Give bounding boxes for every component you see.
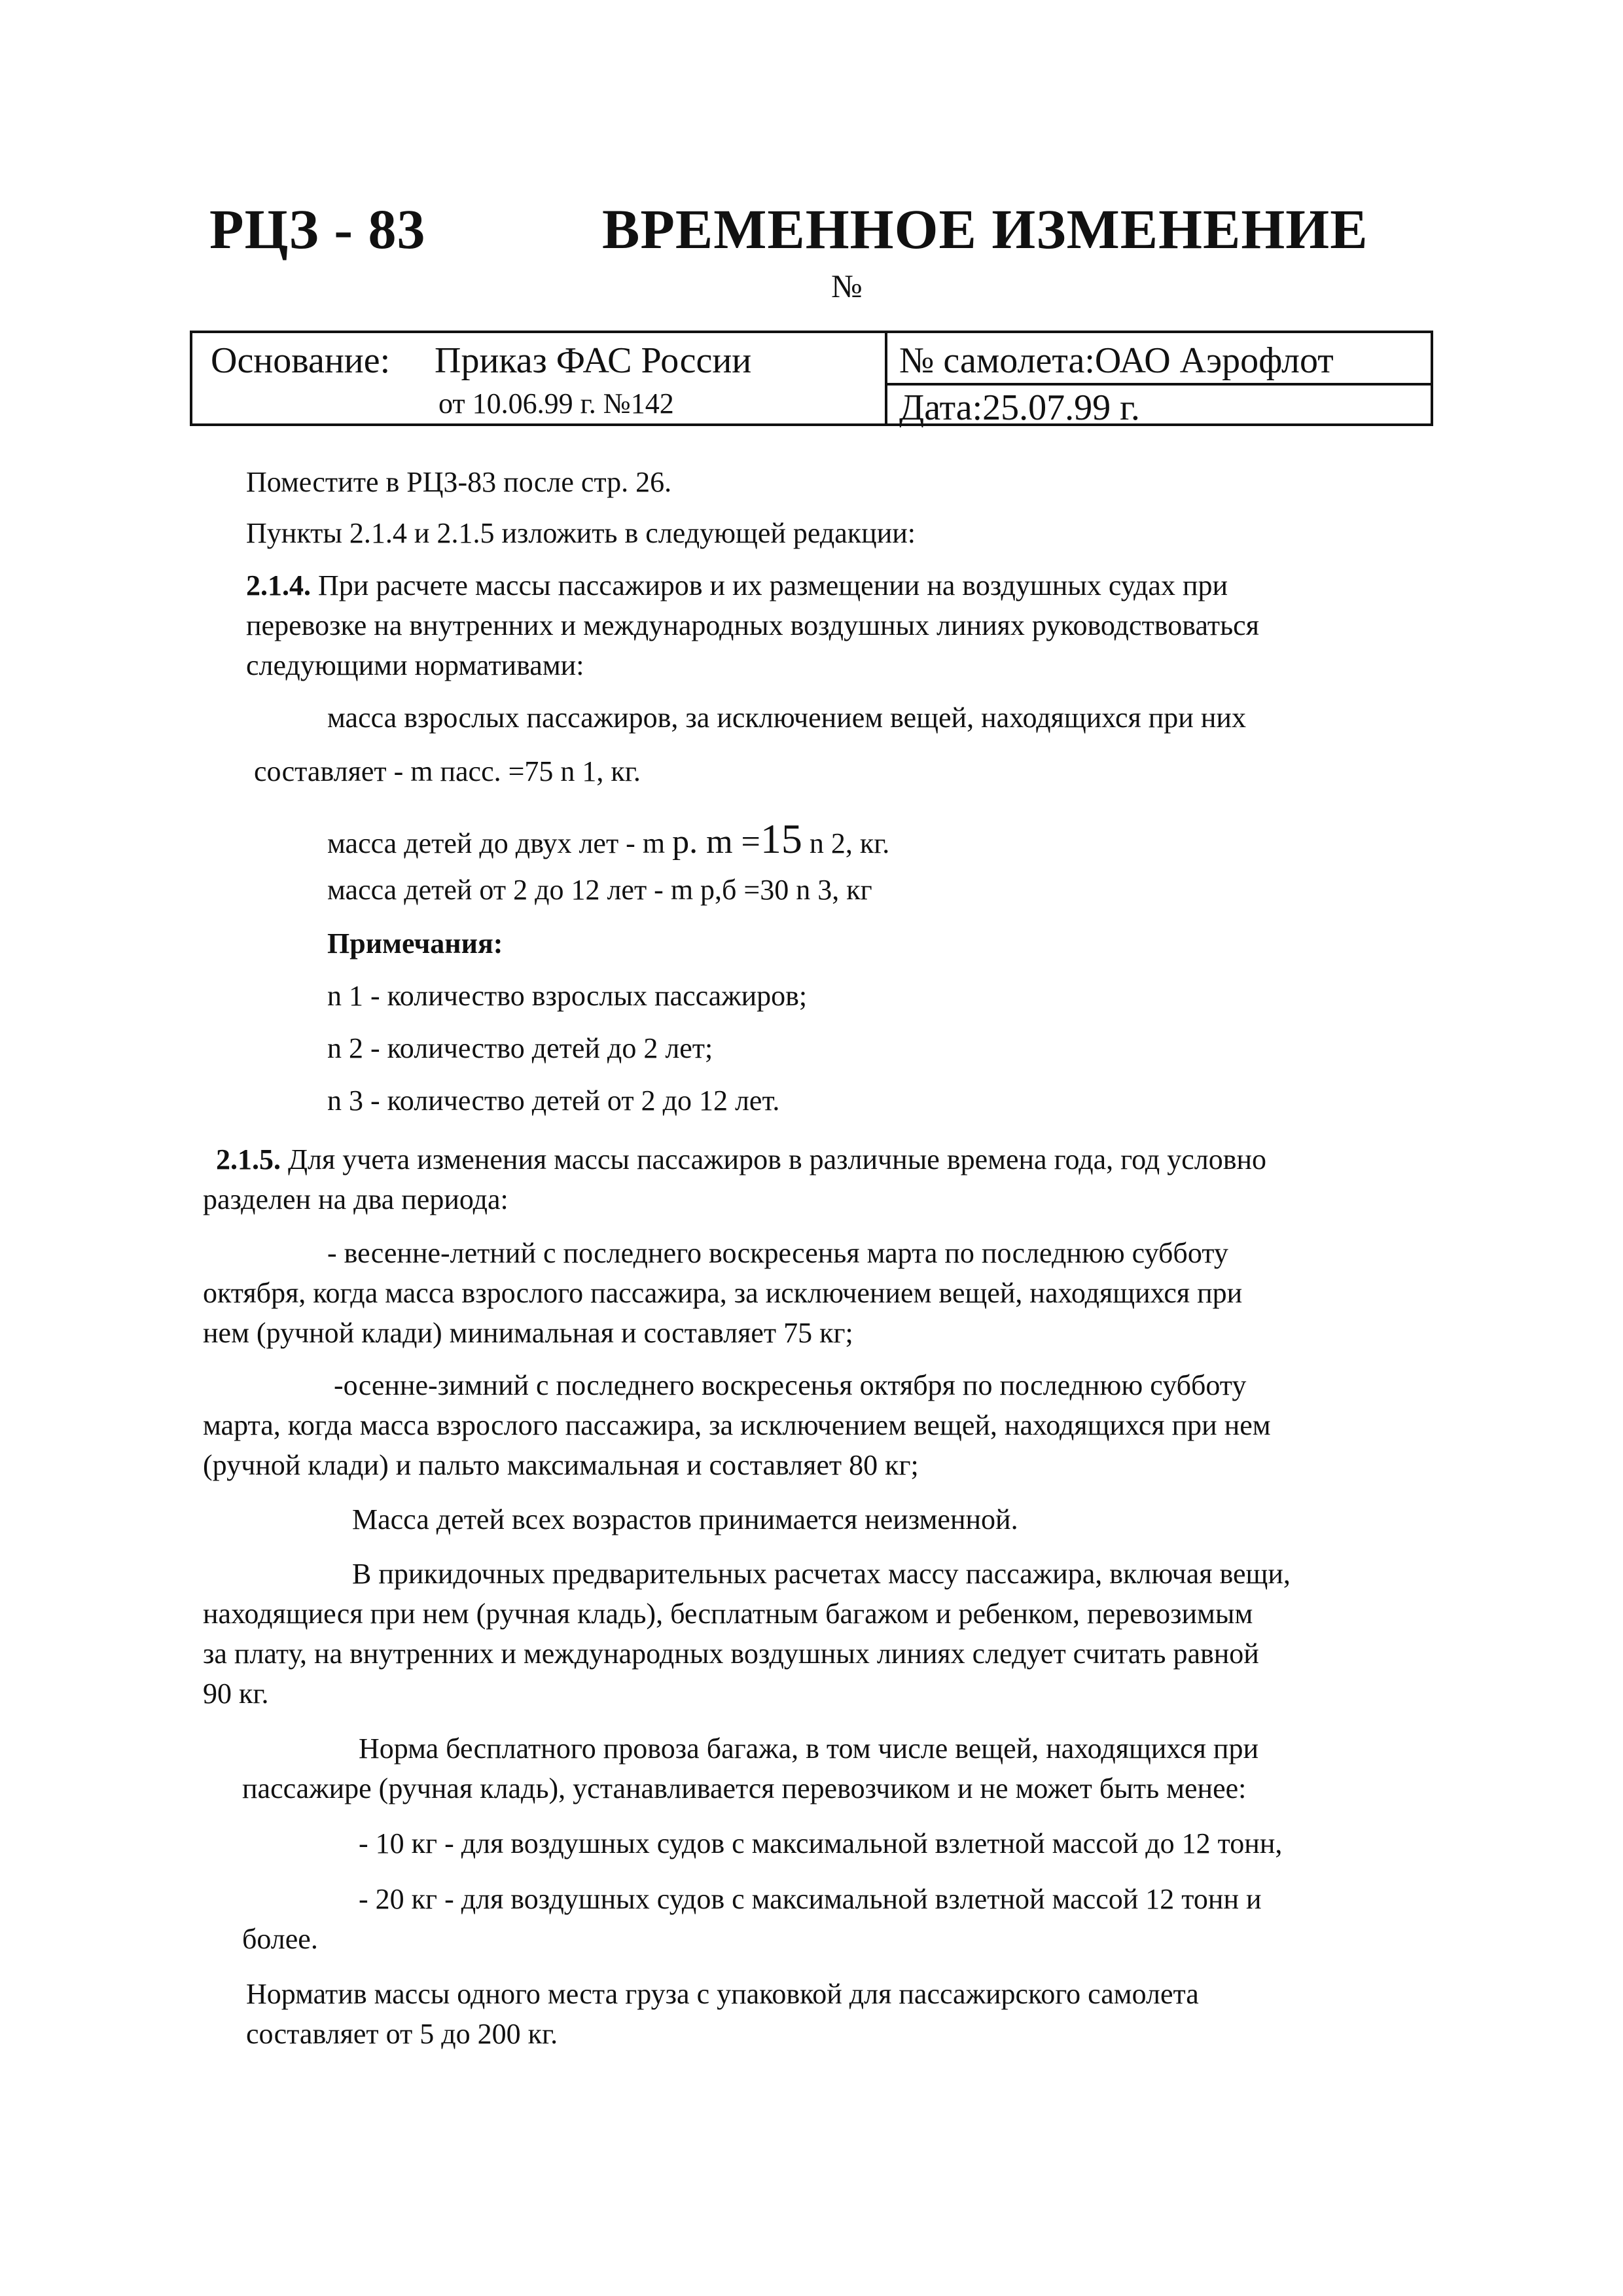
preliminary-calc-line4: 90 кг. xyxy=(203,1677,269,1710)
section-2-1-4-line2: перевозке на внутренних и международных воздушных линиях руководствоваться xyxy=(246,609,1259,641)
note-n2: n 2 - количество детей до 2 лет; xyxy=(327,1032,713,1064)
paragraph-items-note: Пункты 2.1.4 и 2.1.5 изложить в следующей редакции: xyxy=(246,517,916,549)
baggage-norm-line2: пассажире (ручная кладь), устанавливается перевозчиком и не может быть менее: xyxy=(242,1772,1247,1804)
section-2-1-4-line1: 2.1.4. При расчете массы пассажиров и их размещении на воздушных судах при xyxy=(246,569,1228,601)
autumn-winter-line2: марта, когда масса взрослого пассажира, за исключением вещей, находящихся при нем xyxy=(203,1409,1271,1441)
adult-mass-line1: масса взрослых пассажиров, за исключением вещей, находящихся при них xyxy=(327,702,1246,734)
table-divider-horizontal xyxy=(887,383,1431,386)
section-2-1-4-number: 2.1.4. xyxy=(246,569,311,601)
issue-date: Дата:25.07.99 г. xyxy=(899,387,1140,428)
preliminary-calc-line2: находящиеся при нем (ручная кладь), бесплатным багажом и ребенком, перевозимым xyxy=(203,1598,1253,1630)
spring-summer-line2: октября, когда масса взрослого пассажира, за исключением вещей, находящихся при xyxy=(203,1277,1243,1309)
document-title: ВРЕМЕННОЕ ИЗМЕНЕНИЕ xyxy=(602,198,1368,260)
adult-mass-line2: составляет - m пасс. =75 n 1, кг. xyxy=(254,755,641,787)
preliminary-calc-line3: за плату, на внутренних и международных воздушных линиях следует считать равной xyxy=(203,1638,1259,1670)
notes-heading: Примечания: xyxy=(327,927,503,960)
children-mass-unchanged: Масса детей всех возрастов принимается неизменной. xyxy=(352,1503,1018,1535)
autumn-winter-line3: (ручной клади) и пальто максимальная и составляет 80 кг; xyxy=(203,1449,919,1481)
note-n3: n 3 - количество детей от 2 до 12 лет. xyxy=(327,1085,780,1117)
section-2-1-4-line3: следующими нормативами: xyxy=(246,649,584,681)
baggage-norm-20kg-line1: - 20 кг - для воздушных судов с максимальной взлетной массой 12 тонн и xyxy=(359,1883,1262,1915)
aircraft-number: № самолета:ОАО Аэрофлот xyxy=(899,340,1334,381)
basis-date: от 10.06.99 г. №142 xyxy=(438,387,674,420)
change-number-sign: № xyxy=(831,268,863,304)
spring-summer-line3: нем (ручной клади) минимальная и составляет 75 кг; xyxy=(203,1317,853,1349)
cargo-norm-line1: Норматив массы одного места груза с упаковкой для пассажирского самолета xyxy=(246,1978,1199,2010)
child-mass-formula: масса детей от 2 до 12 лет - m р,б =30 n 3, кг xyxy=(327,874,872,906)
baggage-norm-20kg-line2: более. xyxy=(242,1923,318,1955)
preliminary-calc-line1: В прикидочных предварительных расчетах массу пассажира, включая вещи, xyxy=(352,1558,1291,1590)
basis-order: Приказ ФАС России xyxy=(435,340,752,381)
autumn-winter-line1: -осенне-зимний с последнего воскресенья октября по последнюю субботу xyxy=(334,1369,1247,1401)
info-table xyxy=(190,331,1433,426)
infant-mass-formula: масса детей до двух лет - m р. m =15 n 2, кг. xyxy=(327,816,890,862)
cargo-norm-line2: составляет от 5 до 200 кг. xyxy=(246,2018,558,2050)
document-code: РЦЗ - 83 xyxy=(209,198,426,260)
table-divider-vertical xyxy=(885,333,887,423)
baggage-norm-10kg: - 10 кг - для воздушных судов с максимальной взлетной массой до 12 тонн, xyxy=(359,1827,1283,1859)
baggage-norm-line1: Норма бесплатного провоза багажа, в том числе вещей, находящихся при xyxy=(359,1732,1259,1765)
spring-summer-line1: - весенне-летний с последнего воскресенья марта по последнюю субботу xyxy=(327,1237,1228,1269)
paragraph-insert-note: Поместите в РЦЗ-83 после стр. 26. xyxy=(246,466,672,498)
note-n1: n 1 - количество взрослых пассажиров; xyxy=(327,980,808,1012)
section-2-1-5-number: 2.1.5. xyxy=(216,1143,281,1175)
section-2-1-5-line1: 2.1.5. Для учета изменения массы пассажиров в различные времена года, год условно xyxy=(216,1143,1267,1175)
section-2-1-5-line2: разделен на два периода: xyxy=(203,1183,508,1215)
basis-label: Основание: xyxy=(211,340,391,381)
